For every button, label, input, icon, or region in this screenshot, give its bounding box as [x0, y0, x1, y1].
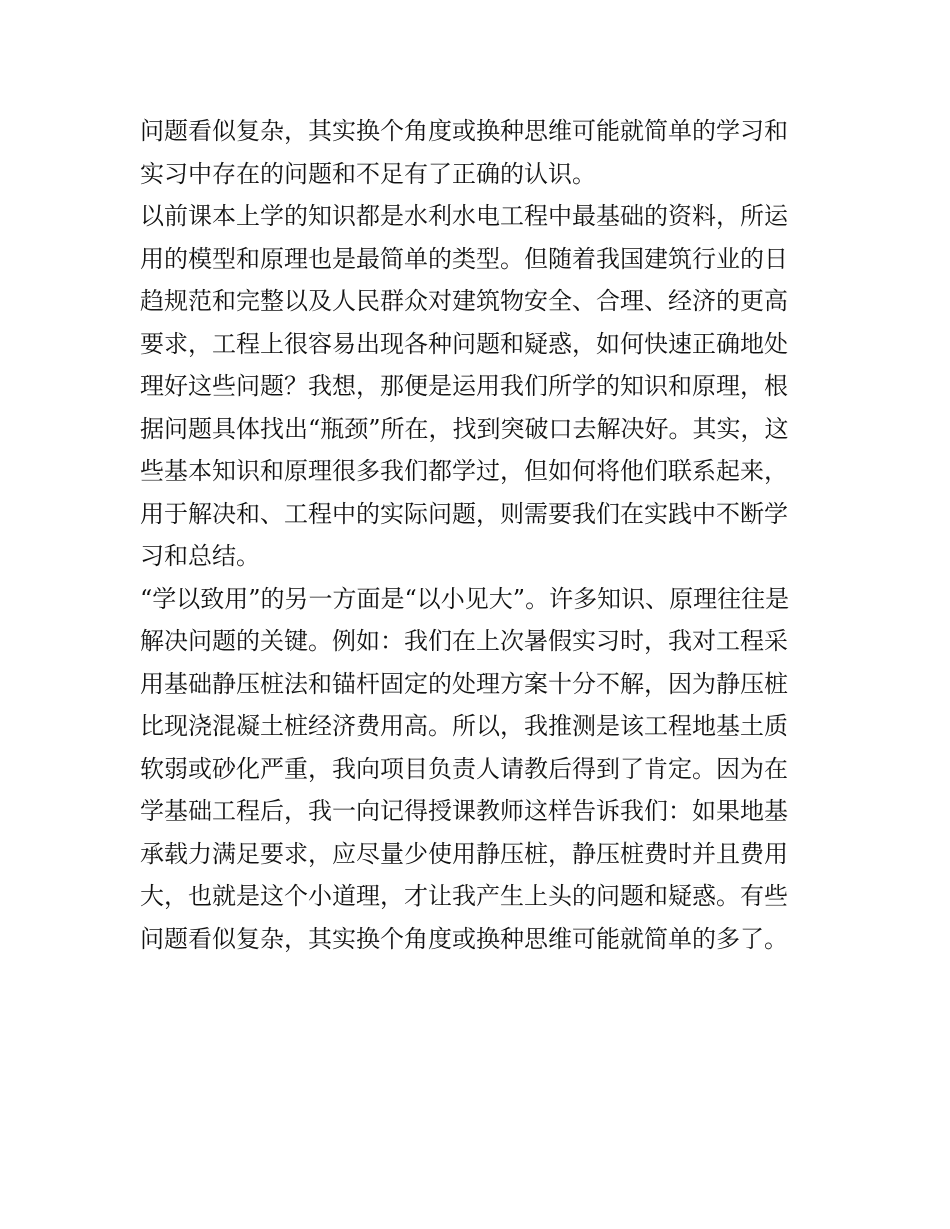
text-line: 学基础工程后，我一向记得授课教师这样告诉我们：如果地基 — [140, 797, 788, 825]
text-line: 大，也就是这个小道理，才让我产生上头的问题和疑惑。有些 — [140, 882, 788, 910]
text-line: 趋规范和完整以及人民群众对建筑物安全、合理、经济的更高 — [140, 287, 788, 315]
text-line: 理好这些问题？我想，那便是运用我们所学的知识和原理，根 — [140, 372, 788, 400]
text-line: 问题看似复杂，其实换个角度或换种思维可能就简单的多了。 — [140, 924, 788, 953]
text-line: 解决问题的关键。例如：我们在上次暑假实习时，我对工程采 — [140, 627, 788, 655]
text-line: 用于解决和、工程中的实际问题，则需要我们在实践中不断学 — [140, 499, 788, 528]
text-line: 问题看似复杂，其实换个角度或换种思维可能就简单的学习和 — [140, 117, 788, 145]
text-line: 些基本知识和原理很多我们都学过，但如何将他们联系起来， — [140, 457, 788, 485]
text-line: 比现浇混凝土桩经济费用高。所以，我推测是该工程地基土质 — [140, 712, 788, 740]
text-line: 据问题具体找出“瓶颈”所在，找到突破口去解决好。其实，这 — [140, 414, 789, 443]
text-line: 用的模型和原理也是最简单的类型。但随着我国建筑行业的日 — [140, 244, 788, 273]
text-line: 软弱或砂化严重，我向项目负责人请教后得到了肯定。因为在 — [140, 754, 788, 783]
text-line: 习和总结。 — [140, 542, 260, 570]
body-text — [140, 110, 820, 960]
text-line: 以前课本上学的知识都是水利水电工程中最基础的资料，所运 — [140, 202, 788, 230]
text-line: 实习中存在的问题和不足有了正确的认识。 — [140, 159, 596, 188]
text-line: 承载力满足要求，应尽量少使用静压桩，静压桩费时并且费用 — [140, 839, 788, 868]
text-line: 要求，工程上很容易出现各种问题和疑惑，如何快速正确地处 — [140, 329, 788, 358]
text-line: 用基础静压桩法和锚杆固定的处理方案十分不解，因为静压桩 — [140, 669, 788, 698]
text-line: “学以致用”的另一方面是“以小见大”。许多知识、原理往往是 — [140, 584, 790, 613]
